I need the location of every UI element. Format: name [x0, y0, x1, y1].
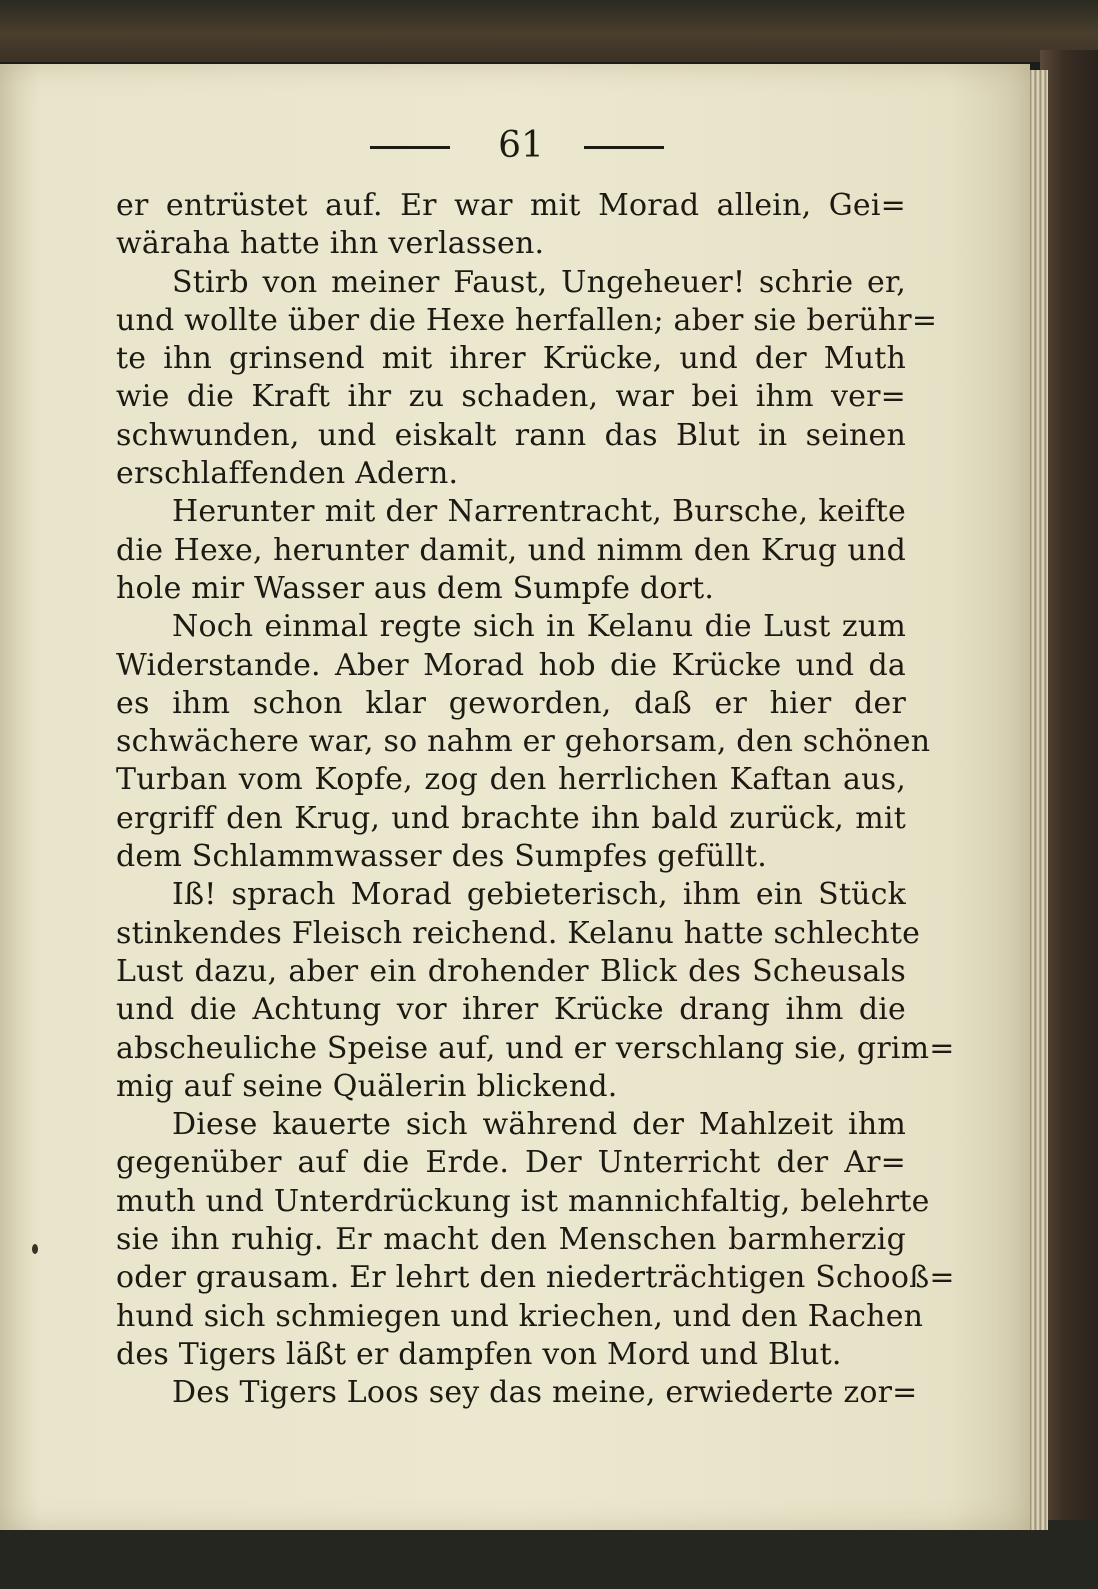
text-line: erschlaffenden Adern. — [116, 456, 459, 492]
header-rule-right — [584, 146, 664, 149]
text-line: te ihn grinsend mit ihrer Krücke, und der Muth — [116, 341, 906, 377]
text-line: abscheuliche Speise auf, und er verschlang sie, grim= — [116, 1030, 955, 1066]
ink-spot — [32, 1244, 38, 1254]
text-line: Noch einmal regte sich in Kelanu die Lust zum — [172, 609, 906, 645]
text-line: die Hexe, herunter damit, und nimm den Krug und — [116, 532, 906, 568]
text-line: muth und Unterdrückung ist mannichfaltig, belehrte — [116, 1183, 930, 1219]
text-line: dem Schlammwasser des Sumpfes gefüllt. — [116, 839, 767, 875]
page-number: 61 — [498, 125, 544, 166]
text-line: er entrüstet auf. Er war mit Morad allein, Gei= — [116, 188, 906, 223]
text-line: schwächere war, so nahm er gehorsam, den schönen — [116, 724, 931, 760]
text-line: Des Tigers Loos sey das meine, erwiederte zor= — [172, 1375, 918, 1411]
text-line: Iß! sprach Morad gebieterisch, ihm ein Stück — [172, 877, 906, 913]
body-text — [116, 187, 955, 1413]
text-line: schwunden, und eiskalt rann das Blut in seinen — [116, 417, 906, 453]
scan-background-bottom — [0, 1520, 1098, 1589]
text-line: des Tigers läßt er dampfen von Mord und Blut. — [116, 1336, 842, 1372]
text-line: stinkendes Fleisch reichend. Kelanu hatte schlechte — [116, 915, 921, 951]
text-line: es ihm schon klar geworden, daß er hier der — [116, 685, 906, 721]
text-line: wäraha hatte ihn verlassen. — [116, 226, 545, 262]
text-line: Diese kauerte sich während der Mahlzeit ihm — [172, 1107, 906, 1143]
book-cover-top — [0, 0, 1098, 62]
text-line: und wollte über die Hexe herfallen; aber sie berühr= — [116, 302, 938, 338]
text-line: gegenüber auf die Erde. Der Unterricht der Ar= — [116, 1145, 906, 1181]
text-line: Stirb von meiner Faust, Ungeheuer! schrie er, — [172, 264, 906, 300]
text-line: sie ihn ruhig. Er macht den Menschen barmherzig — [116, 1222, 906, 1258]
text-line: Turban vom Kopfe, zog den herrlichen Kaftan aus, — [116, 762, 906, 798]
text-line: Widerstande. Aber Morad hob die Krücke und da — [116, 647, 906, 683]
book-cover-spine — [1040, 50, 1098, 1589]
header-rule-left — [370, 146, 450, 149]
text-line: Herunter mit der Narrentracht, Bursche, keifte — [172, 494, 906, 530]
text-line: und die Achtung vor ihrer Krücke drang ihm die — [116, 992, 906, 1028]
text-line: wie die Kraft ihr zu schaden, war bei ihm ver= — [116, 379, 906, 415]
text-line: Lust dazu, aber ein drohender Blick des Scheusals — [116, 953, 906, 989]
text-line: oder grausam. Er lehrt den niederträchtigen Schooß= — [116, 1260, 955, 1296]
text-line: hole mir Wasser aus dem Sumpfe dort. — [116, 570, 715, 606]
text-line: ergriff den Krug, und brachte ihn bald zurück, mit — [116, 800, 906, 836]
text-line: hund sich schmiegen und kriechen, und den Rachen — [116, 1298, 924, 1334]
text-line: mig auf seine Quälerin blickend. — [116, 1068, 618, 1104]
page-header — [370, 122, 670, 170]
